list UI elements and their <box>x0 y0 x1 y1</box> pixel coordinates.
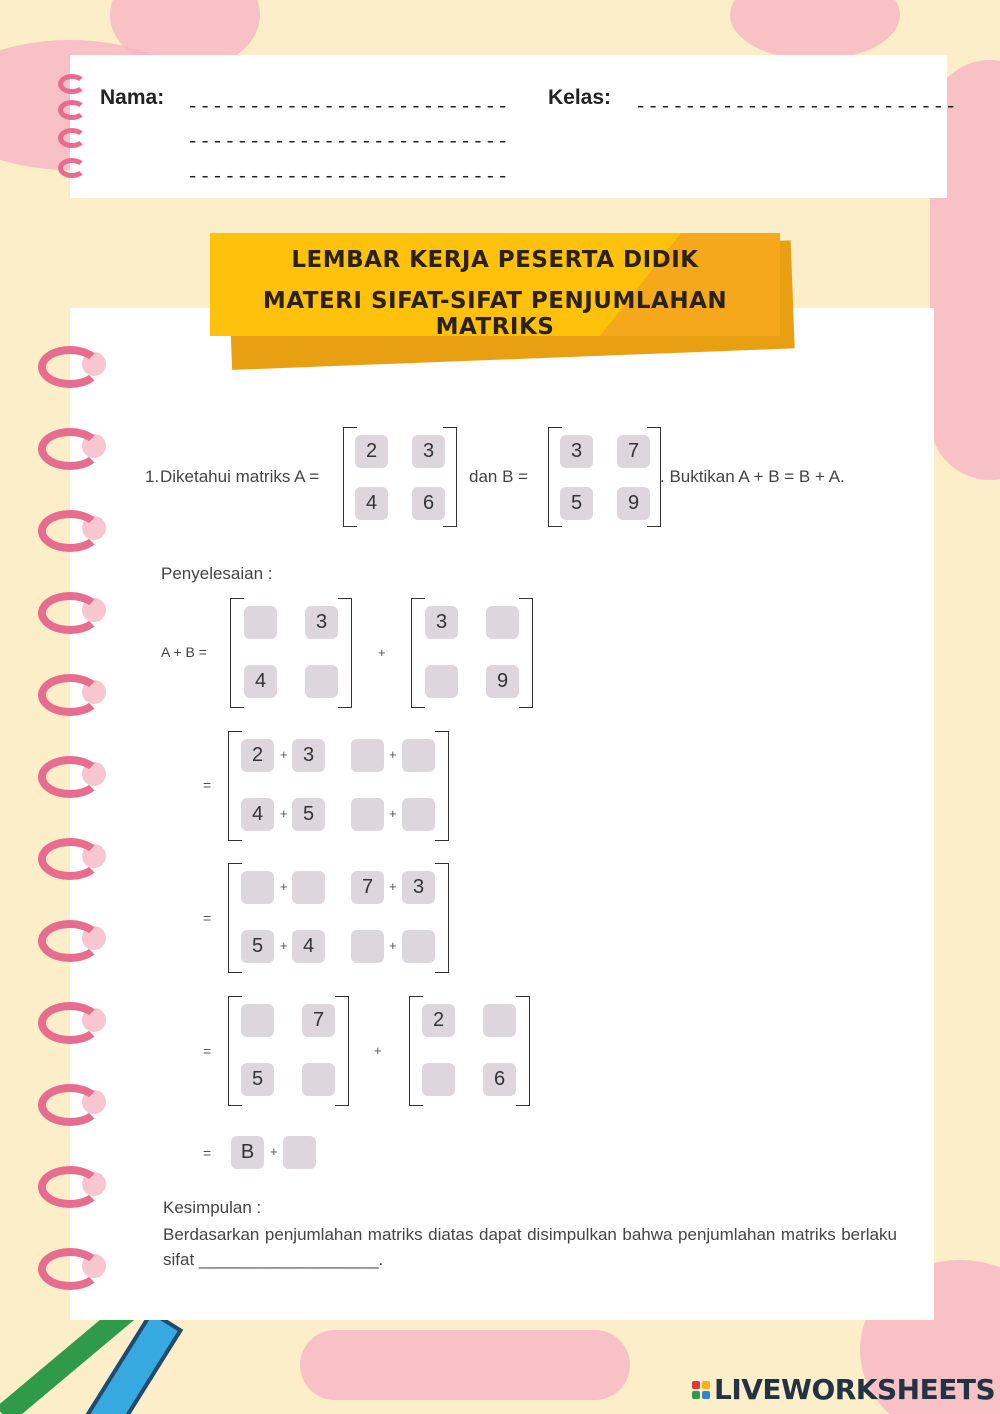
answer-box: 9 <box>486 665 519 698</box>
answer-box[interactable] <box>305 665 338 698</box>
answer-box[interactable] <box>351 798 384 831</box>
answer-box: 7 <box>351 871 384 904</box>
answer-box: 7 <box>302 1004 335 1037</box>
matrix-b-cell: 3 <box>560 435 593 468</box>
answer-box[interactable] <box>302 1063 335 1096</box>
spiral-ring <box>38 1002 106 1044</box>
step2-right-bracket <box>435 731 449 841</box>
answer-box[interactable] <box>244 606 277 639</box>
class-label: Kelas: <box>548 86 612 109</box>
conclusion-label: Kesimpulan : <box>163 1198 262 1217</box>
step1-left-bracket <box>230 598 244 708</box>
spiral-ring <box>38 674 106 716</box>
answer-box: 6 <box>483 1063 516 1096</box>
bg-blob-bottom-mid <box>300 1330 630 1400</box>
answer-box[interactable] <box>241 871 274 904</box>
answer-box: 3 <box>425 606 458 639</box>
answer-box[interactable] <box>402 930 435 963</box>
question-task: . Buktikan A + B = B + A. <box>660 467 845 486</box>
spiral-ring <box>38 1166 106 1208</box>
equals-sign: = <box>203 1145 212 1161</box>
matrix-a-cell: 6 <box>412 487 445 520</box>
answer-box: 2 <box>422 1004 455 1037</box>
name-input-line-1[interactable]: -------------------------- <box>187 96 510 118</box>
step4-left-right-bracket <box>335 996 349 1106</box>
title-line-2: MATERI SIFAT-SIFAT PENJUMLAHAN MATRIKS <box>262 288 728 340</box>
plus-sign: + <box>389 879 397 894</box>
solution-lhs: A + B = <box>161 644 207 660</box>
spiral-ring <box>38 756 106 798</box>
answer-box: 3 <box>292 739 325 772</box>
step1-right-right-bracket <box>519 598 533 708</box>
matrix-a-cell: 2 <box>355 435 388 468</box>
name-input-line-2[interactable]: -------------------------- <box>187 131 510 153</box>
liveworksheets-logo-icon <box>692 1381 710 1399</box>
bg-blob-top-right <box>730 0 900 60</box>
plus-sign: + <box>374 1043 382 1058</box>
answer-box: 2 <box>241 739 274 772</box>
plus-sign: + <box>389 938 397 953</box>
small-ring-2 <box>58 100 86 120</box>
answer-box: 4 <box>292 930 325 963</box>
answer-box: 3 <box>305 606 338 639</box>
spiral-ring <box>38 592 106 634</box>
matrix-b-cell: 9 <box>617 487 650 520</box>
answer-box[interactable] <box>351 930 384 963</box>
matrix-b-cell: 7 <box>617 435 650 468</box>
equals-sign: = <box>203 1043 212 1059</box>
conclusion-text: Berdasarkan penjumlahan matriks diatas dapat disimpulkan bahwa penjumlahan matriks berlaku sifat ___________________. <box>163 1225 897 1269</box>
spiral-ring <box>38 1248 106 1290</box>
plus-sign: + <box>270 1144 278 1159</box>
question-connector: dan B = <box>469 467 529 486</box>
answer-box: 5 <box>241 930 274 963</box>
answer-box[interactable] <box>486 606 519 639</box>
spiral-ring <box>38 510 106 552</box>
plus-sign: + <box>389 806 397 821</box>
answer-box[interactable] <box>402 739 435 772</box>
matrix-b-cell: 5 <box>560 487 593 520</box>
answer-box: 4 <box>241 798 274 831</box>
matrix-a-cell: 3 <box>412 435 445 468</box>
spiral-ring <box>38 838 106 880</box>
equals-sign: = <box>203 910 212 926</box>
step4-right-left-bracket <box>409 996 423 1106</box>
solution-label: Penyelesaian : <box>161 564 273 583</box>
step3-right-bracket <box>435 863 449 973</box>
small-ring-4 <box>58 158 86 178</box>
step4-left-bracket <box>228 996 242 1106</box>
step2-left-bracket <box>228 731 242 841</box>
plus-sign: + <box>280 879 288 894</box>
question-number: 1. <box>145 467 160 486</box>
plus-sign: + <box>378 645 386 660</box>
answer-box[interactable] <box>483 1004 516 1037</box>
plus-sign: + <box>280 747 288 762</box>
matrix-b-right-bracket <box>647 427 661 527</box>
plus-sign: + <box>280 806 288 821</box>
answer-box[interactable] <box>241 1004 274 1037</box>
spiral-ring <box>38 428 106 470</box>
name-input-line-3[interactable]: -------------------------- <box>187 166 510 188</box>
class-input-line[interactable]: -------------------------- <box>635 96 958 118</box>
answer-box: 3 <box>402 871 435 904</box>
answer-box[interactable] <box>425 665 458 698</box>
worksheet-page <box>70 308 934 1320</box>
step1-left-right-bracket <box>338 598 352 708</box>
name-label: Nama: <box>100 86 165 109</box>
answer-box: B <box>231 1136 264 1169</box>
answer-box[interactable] <box>283 1136 316 1169</box>
answer-box: 5 <box>241 1063 274 1096</box>
plus-sign: + <box>280 938 288 953</box>
matrix-a-cell: 4 <box>355 487 388 520</box>
step3-left-bracket <box>228 863 242 973</box>
answer-box: 5 <box>292 798 325 831</box>
spiral-ring <box>38 920 106 962</box>
question-intro: Diketahui matriks A = <box>160 467 320 486</box>
matrix-a-right-bracket <box>443 427 457 527</box>
liveworksheets-logo <box>692 1373 995 1406</box>
answer-box[interactable] <box>422 1063 455 1096</box>
step1-right-left-bracket <box>411 598 425 708</box>
liveworksheets-logo-text: LIVEWORKSHEETS <box>714 1373 996 1406</box>
spiral-ring <box>38 1084 106 1126</box>
answer-box: 4 <box>244 665 277 698</box>
title-line-1: LEMBAR KERJA PESERTA DIDIK <box>291 247 699 273</box>
step4-right-right-bracket <box>516 996 530 1106</box>
plus-sign: + <box>389 747 397 762</box>
answer-box[interactable] <box>292 871 325 904</box>
equals-sign: = <box>203 777 212 793</box>
answer-box[interactable] <box>351 739 384 772</box>
small-ring-3 <box>58 128 86 148</box>
spiral-ring <box>38 346 106 388</box>
small-ring-1 <box>58 74 86 94</box>
answer-box[interactable] <box>402 798 435 831</box>
